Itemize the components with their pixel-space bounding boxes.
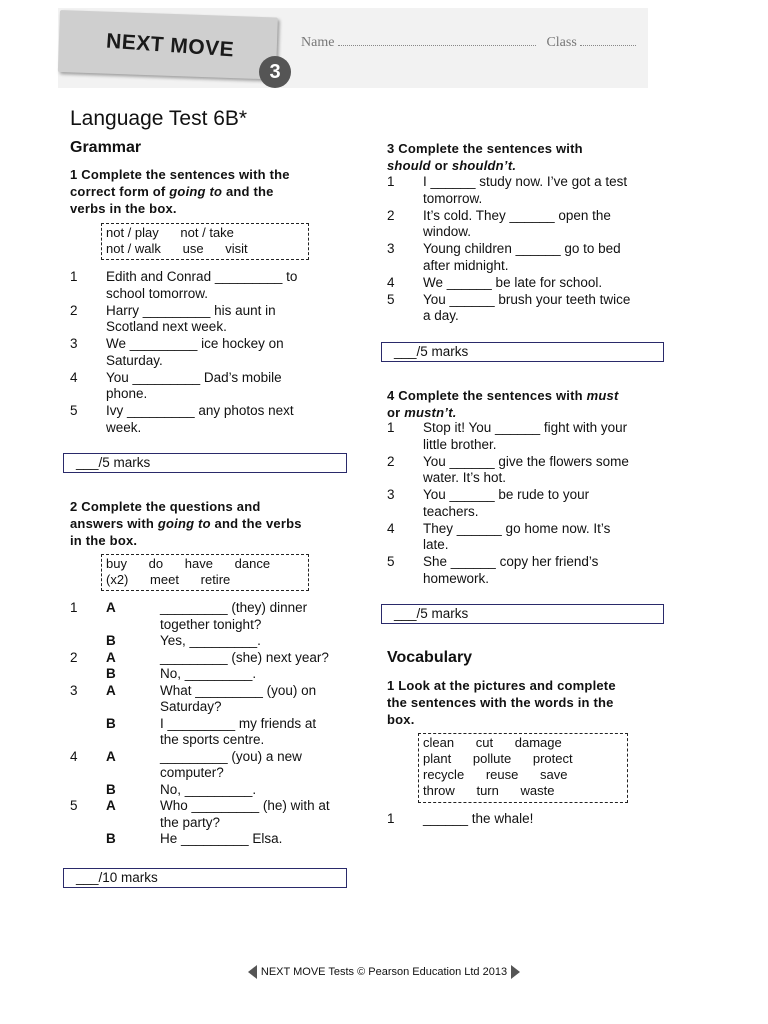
ex2-instr-2b: going to xyxy=(157,516,211,531)
item-number: 5 xyxy=(70,798,78,813)
ex3-instruction-line2 xyxy=(387,157,667,174)
item-text: I _________ my friends at xyxy=(160,715,317,731)
item-text: No, _________. xyxy=(160,666,257,681)
speaker-label: B xyxy=(106,831,116,846)
ex4-marks-box[interactable]: ___/5 marks xyxy=(381,604,664,624)
item-number: 1 xyxy=(387,420,395,435)
item-text: phone. xyxy=(106,386,148,401)
item-number: 3 xyxy=(387,241,395,256)
ex3-instr-2a: should xyxy=(387,158,431,173)
name-class-fields xyxy=(301,35,636,51)
item-text: You ______ brush your teeth twice xyxy=(423,291,631,307)
list-item xyxy=(70,336,345,369)
item-text: the sports centre. xyxy=(160,732,265,747)
item-text: school tomorrow. xyxy=(106,285,209,301)
list-item xyxy=(70,303,345,336)
ex2-instr-2c: and the verbs xyxy=(210,516,302,531)
ex2-word-box xyxy=(101,554,309,591)
ex3-instruction-line1: 3 Complete the sentences with xyxy=(387,141,583,156)
item-number: 5 xyxy=(70,403,78,418)
speaker-label: B xyxy=(106,715,116,731)
item-number: 4 xyxy=(70,369,78,385)
vocab-instruction-line1: 1 Look at the pictures and complete xyxy=(387,678,616,693)
ex3-items xyxy=(387,174,667,325)
list-item xyxy=(387,174,667,207)
item-text: Saturday. xyxy=(106,352,163,368)
item-text: Yes, _________. xyxy=(160,633,261,648)
item-text: _________ (they) dinner xyxy=(160,600,308,615)
ex3-instruction xyxy=(387,140,667,174)
item-number: 1 xyxy=(387,811,395,826)
item-number: 2 xyxy=(70,302,78,318)
vocab-box-line: throw turn waste xyxy=(423,783,555,798)
item-text: We _________ ice hockey on xyxy=(106,336,284,351)
ex2-instr-2a: answers with xyxy=(70,516,158,531)
list-item xyxy=(387,241,667,274)
list-item xyxy=(387,554,667,587)
list-item xyxy=(70,716,350,749)
vocab-instruction-line3: box. xyxy=(387,712,415,727)
footer-text: NEXT MOVE Tests © Pearson Education Ltd 2013 xyxy=(260,965,508,978)
item-number: 1 xyxy=(70,600,78,615)
class-field[interactable] xyxy=(580,35,636,46)
ex4-instr-1a: 4 Complete the sentences with xyxy=(387,388,587,403)
ex1-word-box xyxy=(101,223,309,260)
item-text: You _________ Dad’s mobile xyxy=(106,369,282,385)
list-item xyxy=(70,683,350,716)
item-number: 4 xyxy=(70,748,78,764)
page-title: Language Test 6B* xyxy=(70,107,248,130)
list-item xyxy=(387,275,667,292)
item-text: No, _________. xyxy=(160,781,257,797)
item-number: 2 xyxy=(387,453,395,469)
footer xyxy=(0,965,768,979)
item-text: _________ (you) a new xyxy=(160,748,302,764)
ex1-items xyxy=(70,269,345,436)
item-text: Harry _________ his aunt in xyxy=(106,302,276,318)
item-number: 3 xyxy=(70,336,78,351)
ex4-instruction xyxy=(387,387,667,421)
item-number: 4 xyxy=(387,520,395,536)
item-text: _________ (she) next year? xyxy=(160,649,329,665)
ex3-instr-2b: or xyxy=(430,158,452,173)
ex3-instr-2c: shouldn’t. xyxy=(451,158,517,173)
vocab-box-line: recycle reuse save xyxy=(423,767,568,782)
list-item xyxy=(70,798,350,831)
item-text: a day. xyxy=(423,308,459,323)
vocab-box-line: clean cut damage xyxy=(423,735,562,750)
ex1-box-line2: not / walk use visit xyxy=(106,241,248,256)
speaker-label: B xyxy=(106,781,116,797)
item-text: computer? xyxy=(160,765,224,780)
item-text: You ______ give the flowers some xyxy=(423,453,629,469)
speaker-label: A xyxy=(106,600,116,615)
item-number: 3 xyxy=(70,682,78,698)
item-text: little brother. xyxy=(423,436,497,452)
vocab-instruction-line2: the sentences with the words in the xyxy=(387,695,614,710)
speaker-label: B xyxy=(106,666,116,681)
name-label: Name xyxy=(301,35,335,50)
item-text: tomorrow. xyxy=(423,190,483,206)
item-number: 1 xyxy=(387,174,395,189)
grammar-heading: Grammar xyxy=(70,139,142,156)
ex4-instr-2b: mustn’t. xyxy=(404,405,457,420)
item-text: Edith and Conrad _________ to xyxy=(106,269,298,284)
list-item xyxy=(70,370,345,403)
ex4-items xyxy=(387,420,667,587)
vocab-items xyxy=(387,811,667,828)
item-text: ______ the whale! xyxy=(423,811,534,826)
item-text: after midnight. xyxy=(423,257,509,273)
ex1-instruction-line3: verbs in the box. xyxy=(70,201,177,216)
list-item xyxy=(387,420,667,453)
list-item xyxy=(70,650,350,667)
vocab-word-box xyxy=(418,733,628,803)
list-item xyxy=(387,521,667,554)
ex2-box-line1: buy do have dance xyxy=(106,556,271,571)
prev-arrow-icon xyxy=(248,965,257,979)
ex1-instruction-line1: 1 Complete the sentences with the xyxy=(70,167,290,182)
speaker-label: A xyxy=(106,798,116,813)
item-number: 1 xyxy=(70,269,78,284)
item-text: homework. xyxy=(423,570,490,586)
list-item xyxy=(387,208,667,241)
item-text: Young children ______ go to bed xyxy=(423,241,621,256)
item-text: water. It’s hot. xyxy=(423,470,507,485)
ex1-instruction xyxy=(70,166,345,217)
ex3-marks-box[interactable]: ___/5 marks xyxy=(381,342,664,362)
ex1-instruction-line2 xyxy=(70,183,345,200)
list-item xyxy=(387,292,667,325)
item-text: I ______ study now. I’ve got a test xyxy=(423,174,628,189)
item-text: Who _________ (he) with at xyxy=(160,798,330,813)
list-item xyxy=(70,782,350,799)
item-text: We ______ be late for school. xyxy=(423,274,603,290)
ex2-instruction-line3: in the box. xyxy=(70,533,138,548)
item-text: It’s cold. They ______ open the xyxy=(423,207,611,223)
vocabulary-heading: Vocabulary xyxy=(387,649,473,666)
ex2-box-line2: (x2) meet retire xyxy=(106,572,231,587)
item-text: They ______ go home now. It’s xyxy=(423,520,611,536)
item-text: Saturday? xyxy=(160,699,222,714)
list-item xyxy=(70,600,350,633)
item-number: 2 xyxy=(387,207,395,223)
ex2-items xyxy=(70,600,350,848)
ex4-instr-2a: or xyxy=(387,405,405,420)
ex1-marks-box[interactable]: ___/5 marks xyxy=(63,453,347,473)
item-text: together tonight? xyxy=(160,616,262,632)
level-badge: 3 xyxy=(259,56,291,88)
item-text: late. xyxy=(423,537,449,552)
item-text: He _________ Elsa. xyxy=(160,831,283,846)
item-text: Ivy _________ any photos next xyxy=(106,403,294,418)
ex4-instruction-line2 xyxy=(387,404,667,421)
item-number: 5 xyxy=(387,554,395,569)
item-text: What _________ (you) on xyxy=(160,682,317,698)
item-number: 5 xyxy=(387,291,395,307)
item-number: 3 xyxy=(387,487,395,502)
list-item xyxy=(70,403,345,436)
class-label: Class xyxy=(546,35,577,50)
item-text: the party? xyxy=(160,814,221,830)
ex2-marks-box[interactable]: ___/10 marks xyxy=(63,868,347,888)
item-text: teachers. xyxy=(423,503,479,519)
ex1-instr-2a: correct form of xyxy=(70,184,170,199)
name-field[interactable] xyxy=(338,35,536,46)
ex1-box-line1: not / play not / take xyxy=(106,225,234,240)
item-text: week. xyxy=(106,419,142,435)
item-text: She ______ copy her friend’s xyxy=(423,554,599,569)
ex4-instr-1b: must xyxy=(586,388,619,403)
item-number: 2 xyxy=(70,649,78,665)
brand-logo: NEXT MOVE xyxy=(105,29,235,62)
list-item xyxy=(387,454,667,487)
speaker-label: B xyxy=(106,633,116,648)
list-item xyxy=(70,749,350,782)
item-text: You ______ be rude to your xyxy=(423,487,590,502)
ex2-instruction-line2 xyxy=(70,515,350,532)
vocab-box-line: plant pollute protect xyxy=(423,751,573,766)
list-item xyxy=(70,269,345,302)
ex2-instruction xyxy=(70,498,350,549)
speaker-label: A xyxy=(106,682,116,698)
vocab-ex1-instruction xyxy=(387,677,667,728)
next-arrow-icon xyxy=(511,965,520,979)
item-number: 4 xyxy=(387,274,395,290)
speaker-label: A xyxy=(106,748,116,764)
ex1-instr-2c: and the xyxy=(222,184,274,199)
item-text: Scotland next week. xyxy=(106,319,227,334)
ex1-instr-2b: going to xyxy=(169,184,223,199)
list-item xyxy=(387,487,667,520)
list-item xyxy=(70,831,350,848)
list-item xyxy=(70,633,350,650)
list-item xyxy=(70,666,350,683)
ex2-instruction-line1: 2 Complete the questions and xyxy=(70,499,261,514)
list-item xyxy=(387,811,667,828)
ex4-instruction-line1 xyxy=(387,387,667,404)
item-text: Stop it! You ______ fight with your xyxy=(423,420,628,435)
speaker-label: A xyxy=(106,649,116,665)
item-text: window. xyxy=(423,224,472,239)
